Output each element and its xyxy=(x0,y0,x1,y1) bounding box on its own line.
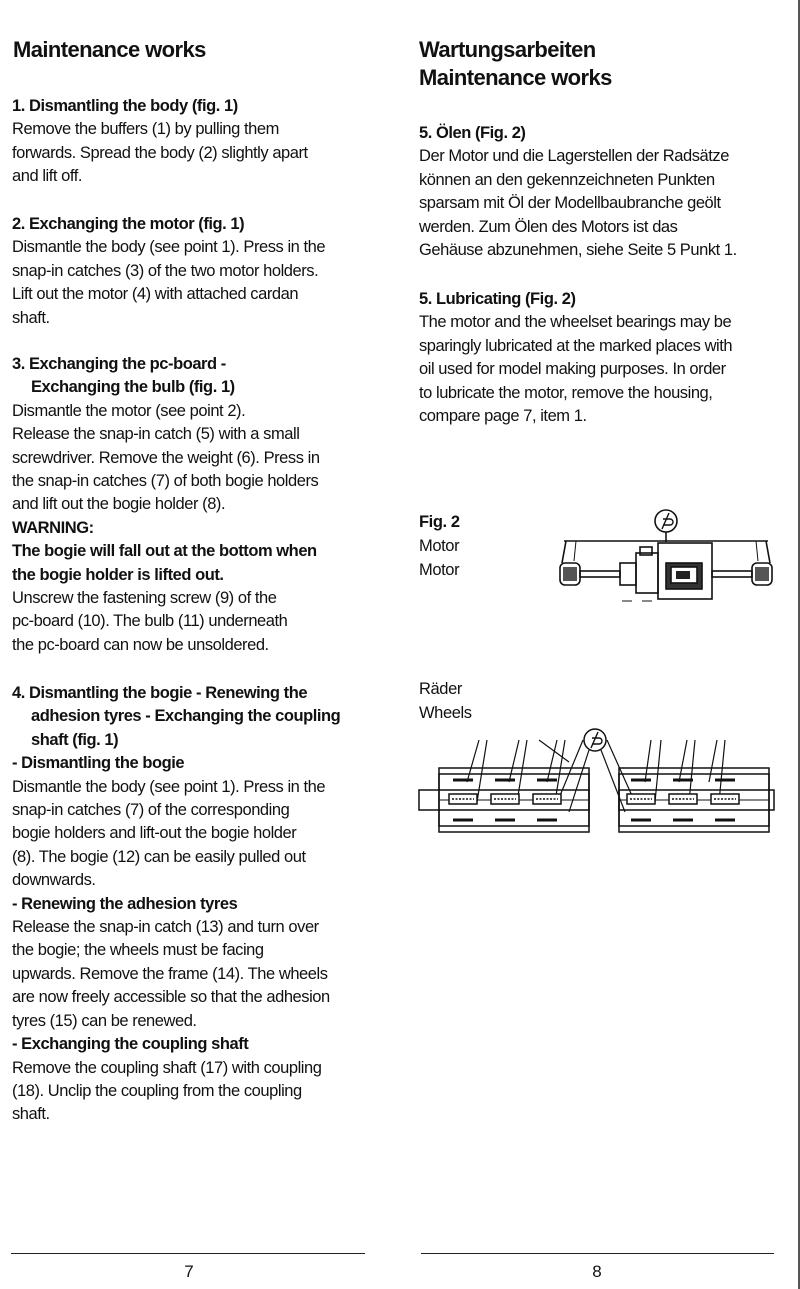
section-heading: shaft (fig. 1) xyxy=(31,730,119,749)
section-dismantling-bogie xyxy=(12,682,392,1127)
text-line: Release the snap-in catch (13) and turn over xyxy=(12,918,319,937)
text-line: Release the snap-in catch (5) with a small xyxy=(12,425,300,444)
text-line: the snap-in catches (7) of both bogie holders xyxy=(12,472,319,491)
right-page-title-en: Maintenance works xyxy=(419,65,612,90)
sub-heading: - Dismantling the bogie xyxy=(12,754,185,773)
text-line: Remove the buffers (1) by pulling them xyxy=(12,120,279,139)
text-line: upwards. Remove the frame (14). The wheels xyxy=(12,964,328,983)
motor-label-de: Motor xyxy=(419,537,460,555)
section-heading: 1. Dismantling the body (fig. 1) xyxy=(12,97,238,115)
figure-label: Fig. 2 xyxy=(419,513,460,531)
sub-heading: - Renewing the adhesion tyres xyxy=(12,894,238,913)
footer-rule xyxy=(11,1253,365,1254)
section-dismantling-body xyxy=(12,95,392,189)
text-line: werden. Zum Ölen des Motors ist das xyxy=(419,217,678,236)
section-heading: Exchanging the bulb (fig. 1) xyxy=(31,378,235,397)
text-line: forwards. Spread the body (2) slightly apart xyxy=(12,143,308,162)
wheels-label-de: Räder xyxy=(419,680,462,698)
text-line: Unscrew the fastening screw (9) of the xyxy=(12,589,277,608)
text-line: snap-in catches (3) of the two motor holders. xyxy=(12,261,319,280)
warning-label: WARNING: xyxy=(12,518,94,537)
text-line: and lift out the bogie holder (8). xyxy=(12,495,226,514)
section-heading: 5. Lubricating (Fig. 2) xyxy=(419,290,576,308)
text-line: Dismantle the body (see point 1). Press in the xyxy=(12,777,326,796)
sub-heading: - Exchanging the coupling shaft xyxy=(12,1035,249,1054)
section-lubricating xyxy=(419,288,794,428)
text-line: shaft. xyxy=(12,1105,50,1124)
warning-text: The bogie will fall out at the bottom when xyxy=(12,542,317,561)
section-heading: 3. Exchanging the pc-board - xyxy=(12,355,226,373)
right-page-title-de: Wartungsarbeiten xyxy=(419,37,596,62)
section-oelen xyxy=(419,122,794,262)
wheels-label-en: Wheels xyxy=(419,704,472,722)
warning-text: the bogie holder is lifted out. xyxy=(12,565,224,584)
wheels-caption xyxy=(419,677,472,725)
text-line: Remove the coupling shaft (17) with coupling xyxy=(12,1058,322,1077)
text-line: Lift out the motor (4) with attached cardan xyxy=(12,285,299,304)
text-line: (8). The bogie (12) can be easily pulled out xyxy=(12,847,306,866)
text-line: sparsam mit Öl der Modellbaubranche geölt xyxy=(419,194,721,213)
text-line: snap-in catches (7) of the corresponding xyxy=(12,801,290,820)
text-line: pc-board (10). The bulb (11) underneath xyxy=(12,612,288,631)
text-line: bogie holders and lift-out the bogie holder xyxy=(12,824,297,843)
section-heading: 2. Exchanging the motor (fig. 1) xyxy=(12,215,245,233)
footer-rule xyxy=(421,1253,774,1254)
page-number: 7 xyxy=(184,1262,194,1281)
text-line: to lubricate the motor, remove the housing, xyxy=(419,383,713,402)
text-line: Gehäuse abzunehmen, siehe Seite 5 Punkt 1. xyxy=(419,241,737,260)
text-line: oil used for model making purposes. In order xyxy=(419,360,726,379)
text-line: compare page 7, item 1. xyxy=(419,407,587,426)
text-line: and lift off. xyxy=(12,167,82,186)
text-line: Dismantle the body (see point 1). Press in the xyxy=(12,238,326,257)
figure-caption xyxy=(419,510,460,582)
page-number: 8 xyxy=(592,1262,602,1281)
section-exchanging-pcboard xyxy=(12,353,392,657)
text-line: downwards. xyxy=(12,871,96,890)
motor-label-en: Motor xyxy=(419,561,460,579)
right-page xyxy=(400,0,800,1289)
text-line: screwdriver. Remove the weight (6). Press in xyxy=(12,448,320,467)
text-line: können an den gekennzeichneten Punkten xyxy=(419,170,715,189)
section-heading: adhesion tyres - Exchanging the coupling xyxy=(31,707,341,726)
section-heading: 5. Ölen (Fig. 2) xyxy=(419,124,526,142)
text-line: tyres (15) can be renewed. xyxy=(12,1011,197,1030)
text-line: The motor and the wheelset bearings may be xyxy=(419,313,732,332)
text-line: the bogie; the wheels must be facing xyxy=(12,941,264,960)
text-line: shaft. xyxy=(12,308,50,327)
text-line: sparingly lubricated at the marked places with xyxy=(419,336,733,355)
motor-diagram xyxy=(556,505,786,605)
left-page-title: Maintenance works xyxy=(13,37,206,62)
wheels-diagram xyxy=(419,722,779,837)
text-line: (18). Unclip the coupling from the coupling xyxy=(12,1081,302,1100)
text-line: are now freely accessible so that the adhesion xyxy=(12,988,330,1007)
section-exchanging-motor xyxy=(12,213,392,330)
text-line: the pc-board can now be unsoldered. xyxy=(12,635,269,654)
text-line: Der Motor und die Lagerstellen der Radsätze xyxy=(419,147,729,166)
text-line: Dismantle the motor (see point 2). xyxy=(12,401,246,420)
section-heading: 4. Dismantling the bogie - Renewing the xyxy=(12,684,308,702)
